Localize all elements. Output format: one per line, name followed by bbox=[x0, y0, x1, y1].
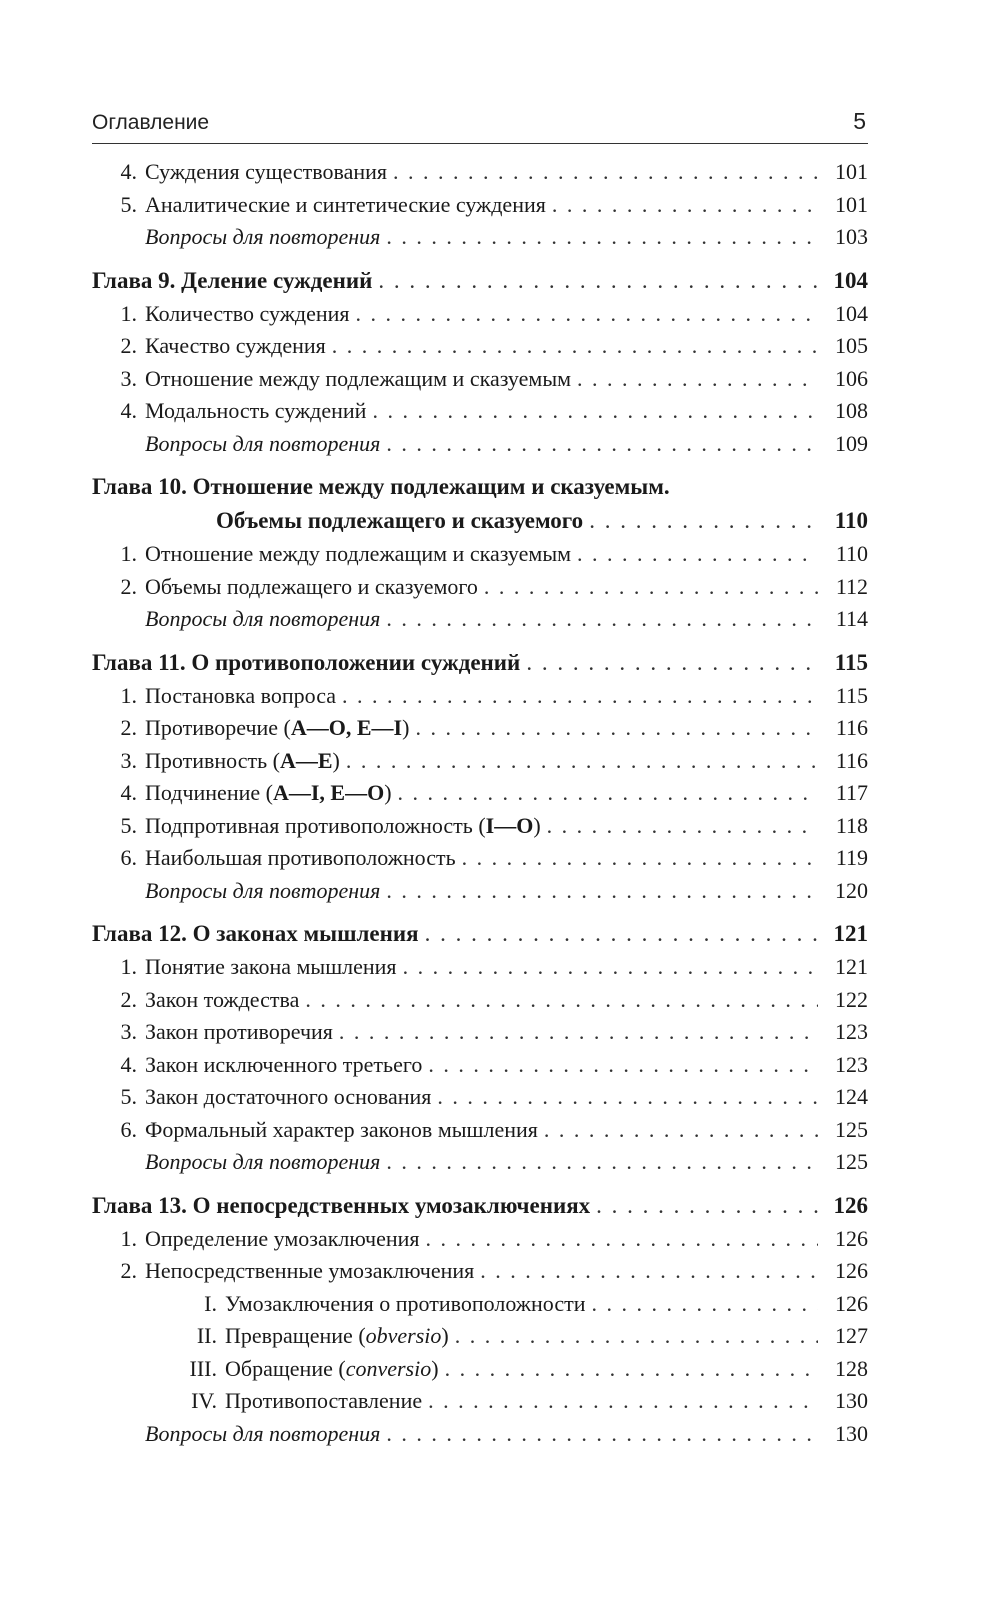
entry-number: 5. bbox=[120, 812, 137, 838]
entry-page: 103 bbox=[835, 224, 868, 249]
entry-title bbox=[145, 1114, 538, 1147]
dot-leader bbox=[305, 984, 818, 1017]
toc-entry[interactable] bbox=[92, 680, 868, 713]
dot-leader bbox=[437, 1081, 818, 1114]
dot-leader bbox=[552, 189, 818, 222]
entry-number: 3. bbox=[120, 365, 137, 391]
entry-title-text: Отношение между подлежащим и сказуемым bbox=[145, 365, 572, 391]
entry-title-after: ) bbox=[431, 1355, 439, 1381]
entry-page: 126 bbox=[835, 1290, 868, 1316]
entry-title bbox=[145, 1418, 380, 1451]
toc-entry[interactable] bbox=[92, 777, 868, 810]
entry-page: 123 bbox=[835, 1019, 868, 1044]
entry-title-text: Отношение между подлежащим и сказуемым bbox=[145, 541, 572, 566]
entry-number: 4. bbox=[120, 398, 137, 423]
entry-title-text: Количество суждения bbox=[145, 300, 350, 326]
entry-number: II. bbox=[196, 1323, 217, 1348]
toc-entry[interactable] bbox=[92, 395, 868, 428]
toc-entry[interactable] bbox=[92, 330, 868, 363]
entry-page: 118 bbox=[835, 812, 868, 838]
entry-title-text: Закон исключенного третьего bbox=[145, 1051, 423, 1077]
dot-leader bbox=[462, 842, 818, 875]
dot-leader bbox=[426, 1223, 819, 1256]
entry-title bbox=[225, 1288, 585, 1321]
entry-title-text: Закон противоречия bbox=[145, 1019, 333, 1044]
entry-title-text: Понятие закона мышления bbox=[145, 954, 397, 979]
entry-page: 106 bbox=[835, 365, 868, 391]
entry-title-text: Вопросы для повторения bbox=[145, 1149, 381, 1174]
dot-leader bbox=[372, 395, 818, 428]
dot-leader bbox=[398, 777, 818, 810]
chapter-heading-line1[interactable] bbox=[92, 470, 868, 504]
dot-leader bbox=[589, 504, 818, 538]
entry-title-text: Умозаключения о противоположности bbox=[225, 1290, 586, 1316]
entry-title-after: ) bbox=[332, 747, 340, 773]
chapter-title: О противоположении суждений bbox=[191, 649, 521, 675]
dot-leader bbox=[591, 1288, 818, 1321]
toc-entry[interactable] bbox=[92, 810, 868, 843]
toc-entry[interactable] bbox=[92, 1385, 868, 1418]
dot-leader bbox=[425, 917, 818, 951]
entry-number: 5. bbox=[120, 191, 137, 217]
entry-page: 116 bbox=[835, 747, 868, 773]
entry-title bbox=[225, 1385, 422, 1418]
entry-page: 126 bbox=[835, 1225, 868, 1251]
entry-title-text: Противность ( bbox=[145, 747, 280, 773]
review-questions-entry[interactable] bbox=[92, 603, 868, 636]
entry-page: 130 bbox=[835, 1420, 868, 1446]
entry-number: 3. bbox=[120, 747, 137, 773]
chapter-11 bbox=[92, 646, 868, 680]
entry-number: 1. bbox=[120, 541, 137, 566]
entry-title bbox=[145, 842, 456, 875]
entry-title bbox=[145, 221, 380, 254]
entry-page: 125 bbox=[835, 1116, 868, 1142]
entry-title bbox=[145, 712, 409, 745]
toc-entry[interactable] bbox=[92, 1049, 868, 1082]
entry-title-text: Закон тождества bbox=[145, 986, 300, 1012]
entry-title-bold: А—О, Е—I bbox=[290, 715, 403, 740]
entry-page: 108 bbox=[835, 398, 868, 423]
toc-entry[interactable] bbox=[92, 571, 868, 604]
toc-entry[interactable] bbox=[92, 842, 868, 875]
entry-title-text: Превращение ( bbox=[225, 1323, 366, 1348]
entry-title bbox=[145, 1255, 474, 1288]
entry-page: 120 bbox=[835, 877, 868, 903]
chapter-page: 104 bbox=[833, 267, 868, 293]
entry-title-text: Постановка вопроса bbox=[145, 682, 336, 708]
entry-number: 1. bbox=[120, 1225, 137, 1251]
entry-title bbox=[145, 603, 380, 636]
entry-page: 114 bbox=[835, 606, 868, 631]
chapter-11-items bbox=[92, 680, 868, 908]
entry-title-italic: conversio bbox=[345, 1355, 432, 1381]
entry-number: 2. bbox=[120, 333, 137, 358]
entry-page: 125 bbox=[835, 1149, 868, 1174]
dot-leader bbox=[403, 951, 818, 984]
review-questions-entry[interactable] bbox=[92, 1146, 868, 1179]
page-number: 5 bbox=[853, 108, 866, 134]
entry-title-text: Подчинение ( bbox=[145, 780, 273, 805]
chapter-9 bbox=[92, 264, 868, 298]
entry-number: 4. bbox=[120, 780, 137, 805]
chapter-label: Глава 11. bbox=[92, 649, 186, 675]
toc-entry[interactable] bbox=[92, 712, 868, 745]
entry-page: 112 bbox=[835, 573, 868, 599]
dot-leader bbox=[386, 221, 818, 254]
dot-leader bbox=[526, 646, 818, 680]
entry-number: 2. bbox=[120, 573, 137, 599]
chapter-title-line1: Отношение между подлежащим и сказуемым. bbox=[192, 474, 670, 499]
toc-entry[interactable] bbox=[92, 363, 868, 396]
dot-leader bbox=[480, 1255, 818, 1288]
entry-title bbox=[225, 1320, 449, 1353]
entry-title-text: Подпротивная противоположность ( bbox=[145, 812, 486, 838]
entry-page: 127 bbox=[835, 1323, 868, 1348]
entry-number: 1. bbox=[120, 300, 137, 326]
entry-page: 122 bbox=[835, 986, 868, 1012]
chapter-10-items bbox=[92, 538, 868, 636]
entry-number: IV. bbox=[191, 1388, 217, 1413]
entry-title-text: Закон достаточного основания bbox=[145, 1084, 432, 1109]
entry-title bbox=[145, 745, 340, 778]
entry-title bbox=[145, 810, 541, 843]
entry-title-bold: А—Е bbox=[279, 747, 333, 773]
entry-title-italic: obversio bbox=[365, 1323, 442, 1348]
dot-leader bbox=[346, 745, 818, 778]
toc-entry[interactable] bbox=[92, 1320, 868, 1353]
entry-number: III. bbox=[189, 1355, 217, 1381]
review-questions-entry[interactable] bbox=[92, 1418, 868, 1451]
dot-leader bbox=[484, 571, 818, 604]
entry-title-after: ) bbox=[441, 1323, 449, 1348]
entry-title bbox=[145, 1049, 422, 1082]
entry-page: 116 bbox=[835, 715, 868, 740]
review-questions-entry[interactable] bbox=[92, 428, 868, 461]
chapter-title-line2: Объемы подлежащего и сказуемого bbox=[216, 508, 584, 533]
dot-leader bbox=[428, 1385, 818, 1418]
entry-title-text: Формальный характер законов мышления bbox=[145, 1116, 538, 1142]
entry-number: 6. bbox=[120, 1116, 137, 1142]
entry-title-text: Вопросы для повторения bbox=[145, 224, 381, 249]
chapter-13 bbox=[92, 1189, 868, 1223]
dot-leader bbox=[415, 712, 818, 745]
dot-leader bbox=[455, 1320, 818, 1353]
dot-leader bbox=[393, 156, 818, 189]
table-of-contents bbox=[92, 156, 868, 1450]
chapter-title: О непосредственных умозаключениях bbox=[192, 1192, 591, 1218]
entry-number: 4. bbox=[120, 1051, 137, 1077]
dot-leader bbox=[596, 1189, 818, 1223]
chapter-heading-line2[interactable] bbox=[92, 504, 868, 538]
entry-title bbox=[145, 395, 366, 428]
entry-title bbox=[145, 1081, 431, 1114]
entry-title bbox=[145, 984, 299, 1017]
chapter-title: Деление суждений bbox=[181, 267, 373, 293]
entry-title-text: Суждения существования bbox=[145, 159, 388, 184]
toc-entry[interactable] bbox=[92, 298, 868, 331]
entry-title bbox=[145, 538, 571, 571]
review-questions-entry[interactable] bbox=[92, 875, 868, 908]
entry-title-text: Обращение ( bbox=[225, 1355, 346, 1381]
toc-entry[interactable] bbox=[92, 1081, 868, 1114]
toc-section-pre bbox=[92, 156, 868, 254]
entry-title bbox=[145, 189, 546, 222]
entry-page: 124 bbox=[835, 1084, 868, 1109]
dot-leader bbox=[577, 363, 818, 396]
toc-entry[interactable] bbox=[92, 538, 868, 571]
chapter-heading[interactable] bbox=[92, 917, 868, 951]
running-head-title: Оглавление bbox=[92, 111, 210, 134]
entry-page: 104 bbox=[835, 300, 868, 326]
toc-entry[interactable] bbox=[92, 189, 868, 222]
entry-number: 5. bbox=[120, 1084, 137, 1109]
toc-entry[interactable] bbox=[92, 745, 868, 778]
dot-leader bbox=[544, 1114, 818, 1147]
entry-title bbox=[145, 156, 387, 189]
review-questions-entry[interactable] bbox=[92, 221, 868, 254]
chapter-heading[interactable] bbox=[92, 264, 868, 298]
entry-number: 2. bbox=[120, 986, 137, 1012]
chapter-heading[interactable] bbox=[92, 646, 868, 680]
dot-leader bbox=[378, 264, 818, 298]
entry-number: 1. bbox=[120, 954, 137, 979]
entry-title bbox=[145, 951, 397, 984]
dot-leader bbox=[332, 330, 818, 363]
entry-title-text: Вопросы для повторения bbox=[145, 606, 381, 631]
entry-title-text: Объемы подлежащего и сказуемого bbox=[145, 573, 478, 599]
chapter-label: Глава 12. bbox=[92, 921, 187, 946]
chapter-9-items bbox=[92, 298, 868, 461]
chapter-label: Глава 10. bbox=[92, 474, 187, 499]
entry-number: 4. bbox=[120, 159, 137, 184]
dot-leader bbox=[356, 298, 818, 331]
entry-number: 2. bbox=[120, 715, 137, 740]
entry-title bbox=[145, 298, 350, 331]
entry-page: 119 bbox=[835, 845, 868, 870]
entry-page: 115 bbox=[835, 682, 868, 708]
entry-title-text: Наибольшая противоположность bbox=[145, 845, 456, 870]
entry-title-text: Противопоставление bbox=[225, 1388, 423, 1413]
chapter-heading[interactable] bbox=[92, 1189, 868, 1223]
entry-title-text: Непосредственные умозаключения bbox=[145, 1258, 475, 1283]
entry-title-text: Вопросы для повторения bbox=[145, 430, 381, 456]
entry-page: 128 bbox=[835, 1355, 868, 1381]
entry-title-text: Определение умозаключения bbox=[145, 1225, 420, 1251]
toc-entry[interactable] bbox=[92, 1114, 868, 1147]
entry-page: 110 bbox=[835, 541, 868, 566]
entry-title-after: ) bbox=[533, 812, 541, 838]
toc-entry[interactable] bbox=[92, 156, 868, 189]
entry-title-text: Аналитические и синтетические суждения bbox=[145, 191, 546, 217]
entry-title bbox=[145, 571, 478, 604]
chapter-page: 121 bbox=[833, 921, 868, 946]
entry-page: 101 bbox=[835, 159, 868, 184]
entry-number: 6. bbox=[120, 845, 137, 870]
toc-entry[interactable] bbox=[92, 1255, 868, 1288]
chapter-label: Глава 13. bbox=[92, 1192, 187, 1218]
chapter-12-items bbox=[92, 951, 868, 1179]
chapter-label: Глава 9. bbox=[92, 267, 176, 293]
dot-leader bbox=[339, 1016, 818, 1049]
chapter-page: 126 bbox=[833, 1192, 868, 1218]
page bbox=[92, 108, 868, 1450]
entry-title-text: Модальность суждений bbox=[145, 398, 367, 423]
entry-title-bold: I—О bbox=[485, 812, 534, 838]
chapter-13-items bbox=[92, 1223, 868, 1451]
dot-leader bbox=[386, 428, 818, 461]
entry-title bbox=[145, 1146, 380, 1179]
entry-title bbox=[145, 875, 380, 908]
entry-title bbox=[145, 680, 336, 713]
entry-title bbox=[145, 330, 326, 363]
dot-leader bbox=[428, 1049, 818, 1082]
dot-leader bbox=[386, 875, 818, 908]
entry-title bbox=[145, 1223, 420, 1256]
entry-page: 117 bbox=[835, 780, 868, 805]
toc-entry[interactable] bbox=[92, 951, 868, 984]
entry-title-text: Вопросы для повторения bbox=[145, 1420, 381, 1446]
entry-title bbox=[145, 777, 392, 810]
entry-title bbox=[145, 1016, 333, 1049]
entry-title-text: Вопросы для повторения bbox=[145, 877, 381, 903]
chapter-12 bbox=[92, 917, 868, 951]
entry-page: 109 bbox=[835, 430, 868, 456]
dot-leader bbox=[386, 1146, 818, 1179]
dot-leader bbox=[342, 680, 818, 713]
running-head bbox=[92, 108, 868, 144]
toc-entry[interactable] bbox=[92, 1016, 868, 1049]
entry-page: 126 bbox=[835, 1258, 868, 1283]
toc-entry[interactable] bbox=[92, 1223, 868, 1256]
chapter-page: 115 bbox=[834, 649, 868, 675]
entry-page: 123 bbox=[835, 1051, 868, 1077]
entry-page: 101 bbox=[835, 191, 868, 217]
entry-number: 3. bbox=[120, 1019, 137, 1044]
entry-number: 1. bbox=[120, 682, 137, 708]
dot-leader bbox=[547, 810, 818, 843]
chapter-title: О законах мышления bbox=[192, 921, 419, 946]
entry-page: 105 bbox=[835, 333, 868, 358]
entry-page: 130 bbox=[835, 1388, 868, 1413]
dot-leader bbox=[386, 603, 818, 636]
entry-title-text: Качество суждения bbox=[145, 333, 326, 358]
entry-title-bold: А—I, Е—О bbox=[272, 780, 385, 805]
toc-entry[interactable] bbox=[92, 984, 868, 1017]
dot-leader bbox=[386, 1418, 818, 1451]
entry-title bbox=[145, 363, 571, 396]
entry-page: 121 bbox=[835, 954, 868, 979]
toc-entry[interactable] bbox=[92, 1288, 868, 1321]
entry-title bbox=[225, 1353, 439, 1386]
entry-number: I. bbox=[204, 1290, 217, 1316]
toc-entry[interactable] bbox=[92, 1353, 868, 1386]
entry-title-after: ) bbox=[402, 715, 410, 740]
chapter-10 bbox=[92, 470, 868, 538]
entry-title bbox=[145, 428, 380, 461]
entry-title-after: ) bbox=[384, 780, 392, 805]
dot-leader bbox=[445, 1353, 818, 1386]
entry-number: 2. bbox=[120, 1258, 137, 1283]
entry-title-text: Противоречие ( bbox=[145, 715, 291, 740]
chapter-page: 110 bbox=[834, 508, 868, 533]
dot-leader bbox=[577, 538, 818, 571]
